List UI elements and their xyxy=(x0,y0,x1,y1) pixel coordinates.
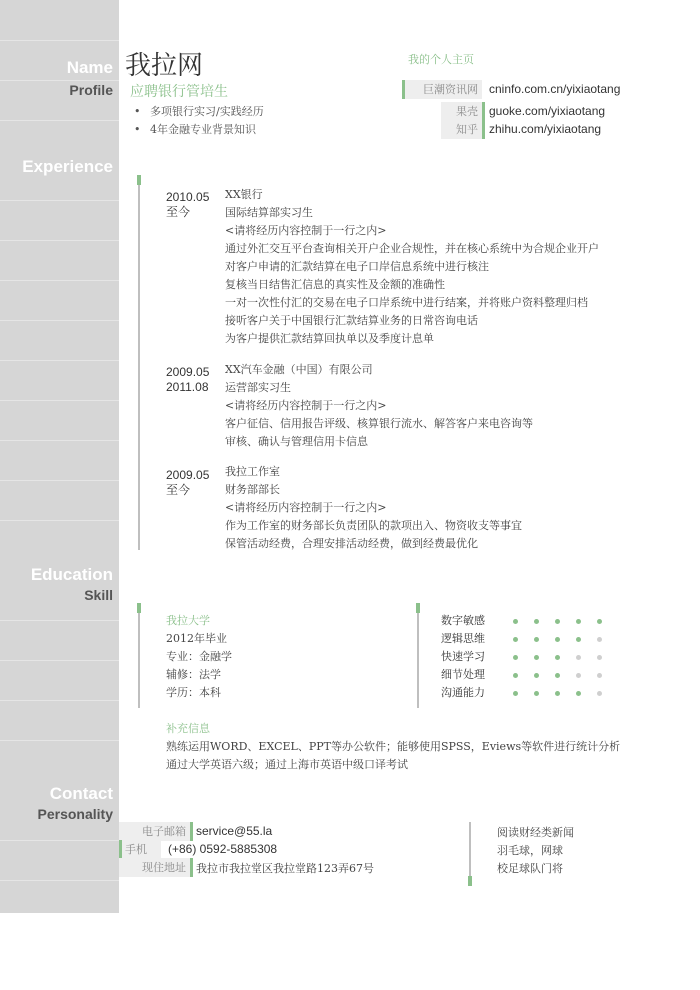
skill-rating-dot xyxy=(576,619,581,624)
skill-name: 沟通能力 xyxy=(441,686,485,699)
supplement-line: 通过大学英语六级；通过上海市英语中级口译考试 xyxy=(166,758,408,771)
skill-rating-dot xyxy=(597,619,602,624)
email-value[interactable]: service@55.la xyxy=(196,824,273,838)
objective: 应聘银行管培生 xyxy=(130,84,228,100)
skills-line xyxy=(417,613,419,708)
experience-item xyxy=(166,190,209,220)
experience-line: 审核、确认与管理信用卡信息 xyxy=(225,435,368,448)
timeline-line xyxy=(138,185,140,550)
skill-name: 细节处理 xyxy=(441,668,485,681)
link-site-tag: 果壳 xyxy=(441,102,482,121)
education-label: Education xyxy=(30,565,113,584)
link-site-tag: 巨潮资讯网 xyxy=(402,80,482,99)
skill-name: 快速学习 xyxy=(441,650,485,663)
timeline-accent xyxy=(137,175,141,185)
skills-list xyxy=(441,612,621,704)
experience-end: 至今 xyxy=(166,483,191,497)
email-label: 电子邮箱 xyxy=(119,822,190,841)
skill-rating-dot xyxy=(534,691,539,696)
name-label: Name xyxy=(66,58,113,77)
minor: 辅修：法学 xyxy=(166,668,221,681)
skill-rating-dot xyxy=(597,655,602,660)
skill-name: 数字敏感 xyxy=(441,614,485,627)
skill-name: 逻辑思维 xyxy=(441,632,485,645)
experience-start: 2009.05 xyxy=(166,365,210,379)
skill-rating-dot xyxy=(597,637,602,642)
experience-line: 保管活动经费，合理安排活动经费，做到经费最优化 xyxy=(225,537,478,550)
skill-rating-dot xyxy=(513,655,518,660)
experience-company: XX汽车金融（中国）有限公司 xyxy=(225,363,373,376)
experience-item xyxy=(166,468,209,498)
experience-item xyxy=(166,365,209,395)
experience-line: 作为工作室的财务部长负责团队的款项出入、物资收支等事宜 xyxy=(225,519,522,532)
skills-accent xyxy=(416,603,420,613)
skill-rating-dot xyxy=(534,655,539,660)
major: 专业：金融学 xyxy=(166,650,232,663)
link-url[interactable]: zhihu.com/yixiaotang xyxy=(489,122,602,136)
link-site-tag: 知乎 xyxy=(441,120,482,139)
link-url[interactable]: guoke.com/yixiaotang xyxy=(489,104,606,118)
skill-rating-dot xyxy=(513,637,518,642)
degree: 学历：本科 xyxy=(166,686,221,699)
education-line xyxy=(138,613,140,708)
skill-rating-dot xyxy=(555,691,560,696)
education-block xyxy=(166,612,232,702)
experience-detail xyxy=(225,186,599,348)
personality-label: Personality xyxy=(37,806,113,822)
skill-rating-dot xyxy=(534,619,539,624)
person-name: 我拉网 xyxy=(125,51,204,81)
experience-line: <请将经历内容控制于一行之内> xyxy=(225,224,387,237)
experience-label: Experience xyxy=(22,157,113,176)
experience-end: 至今 xyxy=(166,205,191,219)
experience-line: 接听客户关于中国银行汇款结算业务的日常咨询电话 xyxy=(225,314,478,327)
skill-rating-dot xyxy=(576,673,581,678)
address-value: 我拉市我拉堂区我拉堂路123弄67号 xyxy=(196,862,374,875)
graduation-year: 2012年毕业 xyxy=(166,632,227,645)
skill-rating-dot xyxy=(555,637,560,642)
skill-rating-dot xyxy=(534,637,539,642)
experience-company: XX银行 xyxy=(225,188,263,201)
personality-accent xyxy=(468,876,472,886)
personality-line xyxy=(469,822,471,877)
experience-line: 对客户申请的汇款结算在电子口岸信息系统中进行核注 xyxy=(225,260,489,273)
skill-rating-dot xyxy=(555,655,560,660)
experience-start: 2009.05 xyxy=(166,468,210,482)
skill-rating-dot xyxy=(576,637,581,642)
experience-line: 一对一次性付汇的交易在电子口岸系统中进行结案，并将账户资料整理归档 xyxy=(225,296,588,309)
experience-detail xyxy=(225,361,533,451)
hobby-item: 校足球队门将 xyxy=(497,862,563,875)
personality-list xyxy=(497,824,574,878)
experience-line: 为客户提供汇款结算回执单以及季度计息单 xyxy=(225,332,434,345)
skill-rating-dot xyxy=(597,691,602,696)
experience-detail xyxy=(225,463,522,553)
link-url[interactable]: cninfo.com.cn/yixiaotang xyxy=(489,82,621,96)
hobby-item: 阅读财经类新闻 xyxy=(497,826,574,839)
experience-line: 复核当日结售汇信息的真实性及金额的准确性 xyxy=(225,278,445,291)
experience-role: 国际结算部实习生 xyxy=(225,206,313,219)
experience-line: <请将经历内容控制于一行之内> xyxy=(225,399,387,412)
address-label: 现住地址 xyxy=(119,858,190,877)
skill-rating-dot xyxy=(576,691,581,696)
experience-role: 财务部部长 xyxy=(225,483,280,496)
experience-line: 客户征信、信用报告评级、核算银行流水、解答客户来电咨询等 xyxy=(225,417,533,430)
skill-rating-dot xyxy=(534,673,539,678)
phone-value: (+86) 0592-5885308 xyxy=(168,842,278,856)
experience-line: <请将经历内容控制于一行之内> xyxy=(225,501,387,514)
experience-start: 2010.05 xyxy=(166,190,210,204)
profile-bullet: • 多项银行实习/实践经历 xyxy=(134,105,264,118)
skill-rating-dot xyxy=(597,673,602,678)
supplement-line: 熟练运用WORD、EXCEL、PPT等办公软件；能够使用SPSS，Eviews等软件进行统计分析 xyxy=(166,740,621,753)
phone-label: 手机 xyxy=(119,840,161,859)
profile-label: Profile xyxy=(69,82,113,98)
profile-bullet: • 4年金融专业背景知识 xyxy=(134,123,256,136)
school-name: 我拉大学 xyxy=(166,614,210,627)
skill-rating-dot xyxy=(576,655,581,660)
supplement-block xyxy=(166,720,620,774)
hobby-item: 羽毛球，网球 xyxy=(497,844,563,857)
supplement-title: 补充信息 xyxy=(166,722,210,735)
education-accent xyxy=(137,603,141,613)
experience-company: 我拉工作室 xyxy=(225,465,280,478)
skill-label: Skill xyxy=(84,587,113,603)
skill-rating-dot xyxy=(555,673,560,678)
skill-rating-dot xyxy=(513,619,518,624)
contact-label: Contact xyxy=(49,784,113,803)
skill-rating-dot xyxy=(513,673,518,678)
experience-end: 2011.08 xyxy=(166,380,209,394)
experience-role: 运营部实习生 xyxy=(225,381,291,394)
profile-bullets xyxy=(134,103,264,139)
skill-rating-dot xyxy=(555,619,560,624)
experience-line: 通过外汇交互平台查询相关开户企业合规性，并在核心系统中为合规企业开户 xyxy=(225,242,599,255)
sidebar xyxy=(0,0,119,913)
skill-rating-dot xyxy=(513,691,518,696)
homepage-title: 我的个人主页 xyxy=(408,53,474,66)
